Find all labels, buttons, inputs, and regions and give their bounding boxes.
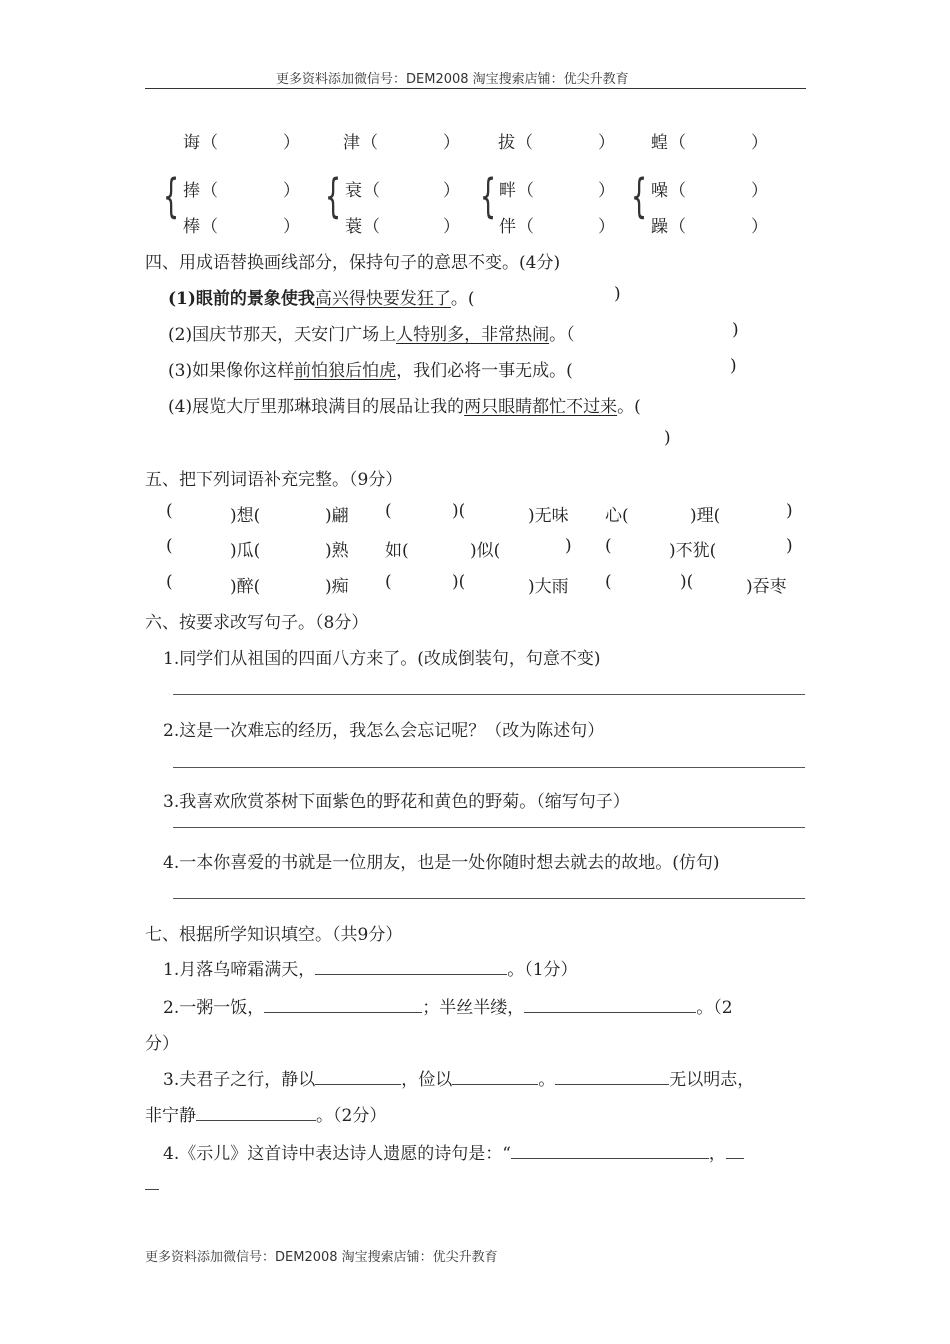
idiom-fragment: )瓜( (230, 541, 261, 561)
section6-item-4: 4.一本你喜爱的书就是一位朋友，也是一处你随时想去就去的故地。(仿句) (163, 853, 720, 873)
pinyin-char: 津 (343, 133, 360, 153)
idiom-fragment: ) (565, 536, 572, 556)
paren-open: （ (363, 181, 380, 201)
fill-blank[interactable] (524, 998, 696, 1013)
paren-close: ） (443, 181, 460, 201)
close-paren: ) (732, 320, 739, 340)
paren-close: ） (283, 181, 300, 201)
section6-item-2: 2.这是一次难忘的经历，我怎么会忘记呢？（改为陈述句） (163, 721, 605, 741)
fill-blank[interactable] (145, 1175, 159, 1190)
item-prefix: (4)展览大厅里那琳琅满目的展品让我的 (168, 397, 465, 417)
close-paren: ) (664, 428, 671, 448)
section5-title: 五、把下列词语补充完整。（9分） (145, 470, 403, 490)
section7-title: 七、根据所学知识填空。（共9分） (145, 925, 403, 945)
paren-close: ） (598, 217, 615, 237)
section4-item-1 (168, 284, 475, 309)
pinyin-char: 蝗 (651, 133, 668, 153)
idiom-fragment: )痴 (325, 577, 349, 597)
item-prefix: (3)如果像你这样 (168, 361, 295, 381)
paren-close: ） (751, 217, 768, 237)
question-text: ，俭以 (401, 1070, 453, 1090)
idiom-fragment: ( (385, 572, 392, 592)
item-suffix: 。( (450, 289, 475, 309)
idiom-fragment: 心( (605, 506, 629, 526)
brace-icon: { (163, 169, 180, 223)
idiom-fragment: )( (452, 501, 466, 521)
idiom-fragment: ( (166, 501, 173, 521)
answer-line[interactable] (173, 767, 805, 768)
fill-blank[interactable] (264, 998, 422, 1013)
paren-open: （ (361, 133, 378, 153)
idiom-fragment: ( (605, 572, 612, 592)
fill-blank[interactable] (452, 1070, 538, 1085)
section7-q3 (163, 1065, 754, 1090)
paren-close: ） (283, 217, 300, 237)
paren-open: （ (516, 133, 533, 153)
paren-close: ） (598, 181, 615, 201)
paren-close: ） (283, 133, 300, 153)
item-suffix: 。( (617, 397, 641, 417)
fill-blank[interactable] (315, 960, 507, 975)
section7-q1 (163, 955, 578, 980)
brace-char-bottom: 棒 (183, 217, 200, 237)
paren-open: （ (201, 217, 218, 237)
question-text: 非宁静 (145, 1106, 196, 1126)
close-paren: ) (730, 356, 737, 376)
idiom-fragment: 如( (385, 541, 409, 561)
section4-title: 四、用成语替换画线部分，保持句子的意思不变。(4分) (145, 253, 561, 273)
brace-icon: { (631, 169, 648, 223)
idiom-fragment: )( (680, 572, 694, 592)
question-text: 2.一粥一饭， (163, 998, 265, 1018)
section7-q2 (163, 993, 733, 1018)
idiom-fragment: )吞枣 (746, 577, 787, 597)
pinyin-char: 诲 (183, 133, 200, 153)
section6-title: 六、按要求改写句子。（8分） (145, 613, 369, 633)
paren-open: （ (201, 133, 218, 153)
header-rule (145, 88, 806, 89)
idiom-fragment: )大雨 (528, 577, 569, 597)
brace-char-bottom: 蓑 (345, 217, 362, 237)
idiom-fragment: )不犹( (669, 541, 717, 561)
close-paren: ) (614, 284, 621, 304)
question-text: 3.夫君子之行，静以 (163, 1070, 316, 1090)
question-text: ， (708, 1144, 726, 1164)
idiom-fragment: )( (452, 572, 466, 592)
section7-q2-cont: 分） (145, 1034, 179, 1054)
paren-open: （ (201, 181, 218, 201)
section4-item-4 (168, 392, 641, 417)
pinyin-char: 拔 (498, 133, 515, 153)
paren-open: （ (669, 133, 686, 153)
section6-item-1: 1.同学们从祖国的四面八方来了。(改成倒装句，句意不变) (163, 649, 601, 669)
question-text: 。（2 (696, 998, 733, 1018)
fill-blank[interactable] (511, 1144, 709, 1159)
paren-open: （ (669, 217, 686, 237)
page-header: 更多资料添加微信号：DEM2008 淘宝搜索店铺：优尖升教育 (276, 72, 629, 87)
idiom-fragment: )想( (230, 506, 261, 526)
answer-line[interactable] (173, 898, 805, 899)
paren-close: ） (443, 133, 460, 153)
section6-item-3: 3.我喜欢欣赏茶树下面紫色的野花和黄色的野菊。（缩写句子） (163, 792, 630, 812)
item-prefix: (2)国庆节那天，天安门广场上 (168, 325, 397, 345)
paren-close: ） (598, 133, 615, 153)
paren-open: （ (517, 181, 534, 201)
fill-blank[interactable] (555, 1070, 669, 1085)
fill-blank[interactable] (196, 1106, 316, 1121)
idiom-fragment: )翩 (325, 506, 349, 526)
brace-char-bottom: 躁 (651, 217, 668, 237)
item-prefix: (1)眼前的景象使我 (168, 289, 315, 309)
brace-icon: { (480, 169, 497, 223)
section7-q4-cont (145, 1175, 159, 1195)
paren-open: （ (363, 217, 380, 237)
idiom-fragment: )似( (470, 541, 501, 561)
idiom-fragment: )无味 (528, 506, 569, 526)
brace-char-bottom: 伴 (499, 217, 516, 237)
brace-char-top: 捧 (183, 181, 200, 201)
brace-char-top: 噪 (651, 181, 668, 201)
section7-q4 (163, 1139, 744, 1164)
paren-close: ） (751, 133, 768, 153)
answer-line[interactable] (173, 827, 805, 828)
question-text: 。（1分） (507, 960, 578, 980)
section4-item-3 (168, 356, 573, 381)
paren-open: （ (517, 217, 534, 237)
idiom-fragment: ( (166, 536, 173, 556)
question-text: ；半丝半缕， (422, 998, 525, 1018)
item-suffix: 。（ (549, 325, 575, 345)
question-text: 。（2分） (316, 1106, 387, 1126)
idiom-fragment: ) (786, 501, 793, 521)
question-text: 无以明志， (669, 1070, 755, 1090)
underlined-phrase: 前怕狼后怕虎 (294, 361, 397, 381)
paren-open: （ (669, 181, 686, 201)
brace-icon: { (325, 169, 342, 223)
idiom-fragment: )熟 (325, 541, 349, 561)
underlined-phrase: 高兴得快要发狂了 (314, 289, 451, 309)
underlined-phrase: 人特别多，非常热闹 (396, 325, 550, 345)
item-suffix: ，我们必将一事无成。( (396, 361, 573, 381)
question-text: 1.月落乌啼霜满天， (163, 960, 316, 980)
fill-blank[interactable] (315, 1070, 401, 1085)
page-footer: 更多资料添加微信号：DEM2008 淘宝搜索店铺：优尖升教育 (145, 1250, 498, 1265)
answer-line[interactable] (173, 694, 805, 695)
question-text: 。 (538, 1070, 556, 1090)
idiom-fragment: )理( (690, 506, 721, 526)
paren-close: ） (443, 217, 460, 237)
idiom-fragment: )醉( (230, 577, 261, 597)
fill-blank[interactable] (726, 1144, 744, 1159)
paren-close: ） (751, 181, 768, 201)
brace-char-top: 畔 (499, 181, 516, 201)
idiom-fragment: ) (786, 536, 793, 556)
idiom-fragment: ( (385, 501, 392, 521)
idiom-fragment: ( (166, 572, 173, 592)
section4-item-2 (168, 320, 575, 345)
underlined-phrase: 两只眼睛都忙不过来 (464, 397, 618, 417)
idiom-fragment: ( (605, 536, 612, 556)
question-text: 4.《示儿》这首诗中表达诗人遗愿的诗句是：“ (163, 1144, 511, 1164)
brace-char-top: 衰 (345, 181, 362, 201)
section7-q3-cont (145, 1101, 386, 1126)
